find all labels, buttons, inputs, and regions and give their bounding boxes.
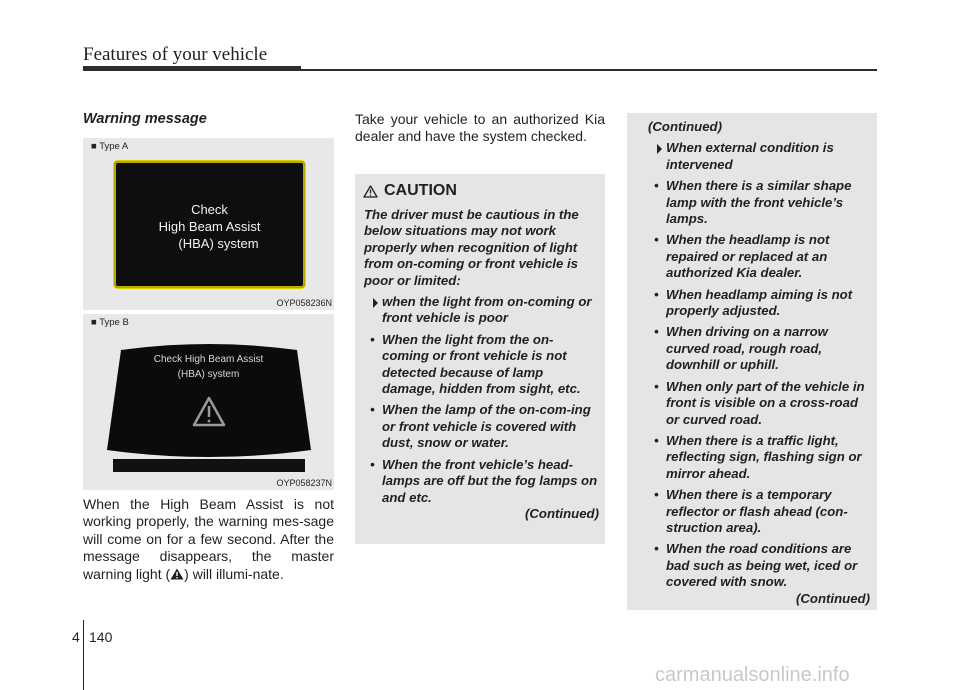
list-item — [364, 332, 599, 398]
arrow-bullet-icon — [657, 144, 662, 154]
caution-title: CAUTION — [384, 182, 457, 199]
header-rule — [301, 69, 877, 71]
arrow-bullet-icon — [373, 298, 378, 308]
figure-type-a — [83, 138, 334, 310]
list-item-text: When the front vehicle’s head-lamps are off but the fog lamps on and etc. — [382, 456, 598, 505]
caution-icon — [363, 185, 378, 198]
screen-b-line-2: (HBA) system — [177, 369, 240, 380]
list-item-text: When headlamp aiming is not properly adjusted. — [666, 286, 853, 319]
list-item — [648, 379, 870, 428]
caution-body — [364, 207, 599, 522]
type-a-label: ■ Type A — [91, 141, 129, 152]
bullet-icon: • — [370, 402, 375, 418]
list-item-text: When there is a temporary reflector or flash ahead (con-struction area). — [666, 487, 848, 535]
caution-header — [363, 182, 603, 200]
paragraph-text-1: When the High Beam Assist is not working properly, the warning mes-sage will come on for a few second. After the message disappears, the master warning light ( — [83, 496, 334, 582]
caution-arrow-text: when the light from on-coming or front vehicle is poor — [382, 294, 592, 326]
list-item-text: When the light from the on-coming or front vehicle is not detected because of lamp damage, hidden from sight, etc. — [382, 331, 581, 397]
type-b-label: ■ Type B — [91, 317, 129, 328]
continued-top-label: (Continued) — [648, 119, 722, 134]
bullet-icon: • — [654, 432, 659, 448]
bullet-icon: • — [370, 456, 375, 472]
footer-divider — [83, 620, 84, 690]
caution-box — [355, 174, 605, 544]
continued-body — [648, 119, 870, 607]
right-arrow-text: When external condition is intervened — [666, 140, 834, 172]
list-item-text: When there is a traffic light, reflecting sign, flashing sign or mirror ahead. — [666, 432, 862, 481]
list-item — [648, 487, 870, 536]
bullet-icon: • — [654, 541, 659, 557]
section-number: 4 — [72, 629, 80, 645]
master-warning-icon — [170, 568, 184, 580]
bullet-icon: • — [654, 378, 659, 394]
figure-b-code: OYP058237N — [276, 478, 332, 488]
cluster-screen-a — [114, 161, 305, 288]
continued-bottom-label: (Continued) — [796, 590, 870, 606]
bullet-icon: • — [654, 178, 659, 194]
screen-a-line-3: (HBA) system — [178, 236, 259, 251]
list-item-text: When there is a similar shape lamp with the front vehicle’s lamps. — [666, 178, 852, 227]
section-heading: Warning message — [83, 111, 207, 127]
list-item-text: When the road conditions are bad such as being wet, iced or covered with snow. — [666, 541, 858, 590]
list-item — [364, 402, 599, 451]
list-item — [648, 287, 870, 320]
bullet-icon: • — [654, 487, 659, 503]
list-item-text: When the headlamp is not repaired or replaced at an authorized Kia dealer. — [666, 232, 830, 281]
bullet-icon: • — [654, 232, 659, 248]
list-item-text: When the lamp of the on-com-ing or front vehicle is covered with dust, snow or water. — [382, 402, 591, 451]
caution-lead: The driver must be cautious in the below situations may not work properly when recognition of light from on-coming or front vehicle is poor or limited: — [364, 207, 579, 288]
intro-paragraph: Take your vehicle to an authorized Kia dealer and have the system checked. — [355, 111, 605, 145]
screen-b-line-1: Check High Beam Assist — [153, 354, 264, 365]
bullet-icon: • — [654, 324, 659, 340]
continued-box — [627, 113, 877, 610]
paragraph-text-2: ) will illumi-nate. — [184, 565, 284, 582]
bullet-icon: • — [654, 286, 659, 302]
list-item — [648, 178, 870, 227]
screen-a-line-1: Check — [191, 202, 228, 217]
continued-label: (Continued) — [525, 505, 599, 521]
caution-arrow-item — [364, 294, 599, 327]
list-item — [648, 541, 870, 590]
list-item — [648, 232, 870, 281]
page-number: 140 — [89, 629, 113, 645]
list-item — [648, 324, 870, 373]
list-item — [364, 457, 599, 506]
bullet-icon: • — [370, 331, 375, 347]
cluster-screen-b — [107, 332, 311, 472]
screen-a-line-2: High Beam Assist — [158, 219, 261, 234]
warning-paragraph — [83, 496, 334, 583]
list-item-text: When only part of the vehicle in front is visible on a cross-road or curved road. — [666, 378, 865, 427]
figure-type-b — [83, 314, 334, 490]
watermark: carmanualsonline.info — [655, 664, 850, 686]
header-bar — [83, 66, 301, 71]
list-item-text: When driving on a narrow curved road, rough road, downhill or uphill. — [666, 324, 828, 373]
right-arrow-item — [648, 140, 870, 173]
header-title: Features of your vehicle — [83, 44, 268, 65]
figure-a-code: OYP058236N — [276, 298, 332, 308]
list-item — [648, 433, 870, 482]
